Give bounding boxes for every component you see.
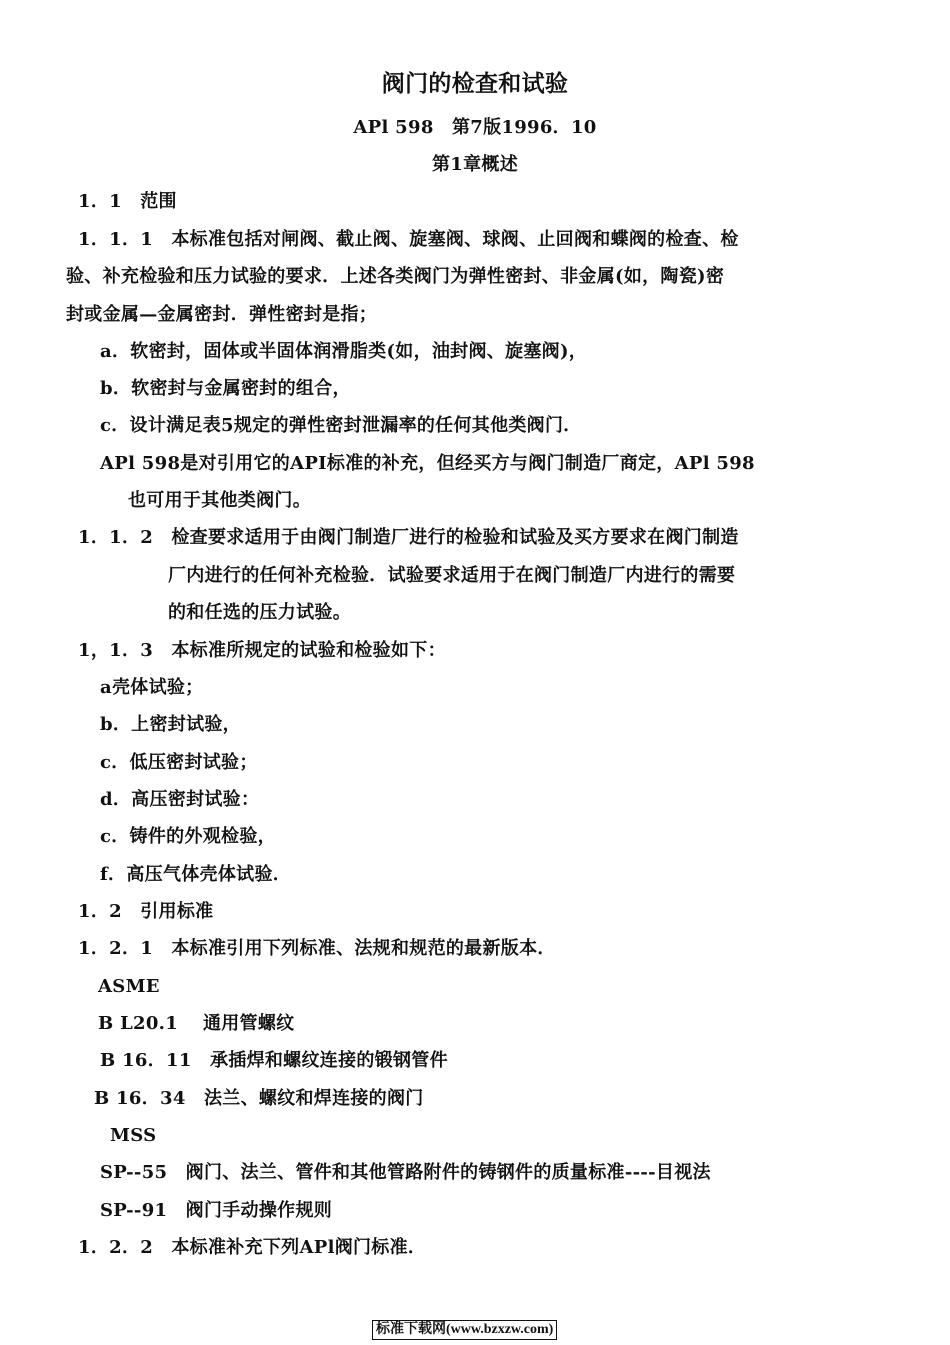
list-item: d．高压密封试验： — [100, 789, 260, 810]
list-item: a．软密封，固体或半固体润滑脂类(如，油封阀、旋塞阀)， — [100, 341, 588, 362]
standard-group-label: MSS — [110, 1125, 157, 1146]
paragraph-line: 的和任选的压力试验。 — [168, 602, 351, 623]
section-heading: 1．2 引用标准 — [78, 901, 214, 922]
paragraph-line: 封或金属—金属密封．弹性密封是指； — [66, 304, 378, 325]
paragraph-line: 1．1．1 本标准包括对闸阀、截止阀、旋塞阀、球阀、止回阀和蝶阀的检查、检 — [78, 229, 739, 250]
list-item: f．高压气体壳体试验． — [100, 864, 292, 885]
standard-reference: B 16．34 法兰、螺纹和焊连接的阀门 — [94, 1088, 424, 1109]
list-item: b．软密封与金属密封的组合， — [100, 378, 351, 399]
paragraph-line: APl 598是对引用它的API标准的补充，但经买方与阀门制造厂商定，APl 598 — [100, 453, 755, 474]
paragraph-line: 1，1．3 本标准所规定的试验和检验如下： — [78, 640, 446, 661]
standard-reference: SP--91 阀门手动操作规则 — [100, 1200, 333, 1221]
standard-group-label: ASME — [98, 976, 160, 997]
footer-watermark: 标准下载网(www.bzxzw.com) — [372, 1320, 557, 1340]
paragraph-line: 1．2．2 本标准补充下列APl阀门标准． — [78, 1237, 427, 1258]
paragraph-line: 1．1．2 检查要求适用于由阀门制造厂进行的检验和试验及买方要求在阀门制造 — [78, 527, 739, 548]
list-item: c．铸件的外观检验， — [100, 826, 276, 847]
document-subtitle: APl 598 第7版1996．10 — [353, 117, 597, 138]
standard-reference: B L20.1 通用管螺纹 — [98, 1013, 295, 1034]
paragraph-line: 厂内进行的任何补充检验．试验要求适用于在阀门制造厂内进行的需要 — [168, 565, 736, 586]
standard-reference: B 16．11 承插焊和螺纹连接的锻钢管件 — [100, 1050, 448, 1071]
paragraph-line: 1．2．1 本标准引用下列标准、法规和规范的最新版本． — [78, 938, 556, 959]
chapter-heading: 第1章概述 — [431, 154, 519, 175]
list-item: c．低压密封试验； — [100, 752, 258, 773]
standard-reference: SP--55 阀门、法兰、管件和其他管路附件的铸钢件的质量标准----目视法 — [100, 1162, 711, 1183]
section-heading: 1．1 范围 — [78, 191, 177, 212]
list-item: c．设计满足表5规定的弹性密封泄漏率的任何其他类阀门． — [100, 415, 582, 436]
document-title: 阀门的检查和试验 — [381, 70, 569, 97]
list-item: b．上密封试验， — [100, 714, 241, 735]
paragraph-line: 验、补充检验和压力试验的要求．上述各类阀门为弹性密封、非金属(如，陶瓷)密 — [66, 266, 725, 287]
list-item: a壳体试验； — [100, 677, 204, 698]
paragraph-line: 也可用于其他类阀门。 — [128, 490, 311, 511]
